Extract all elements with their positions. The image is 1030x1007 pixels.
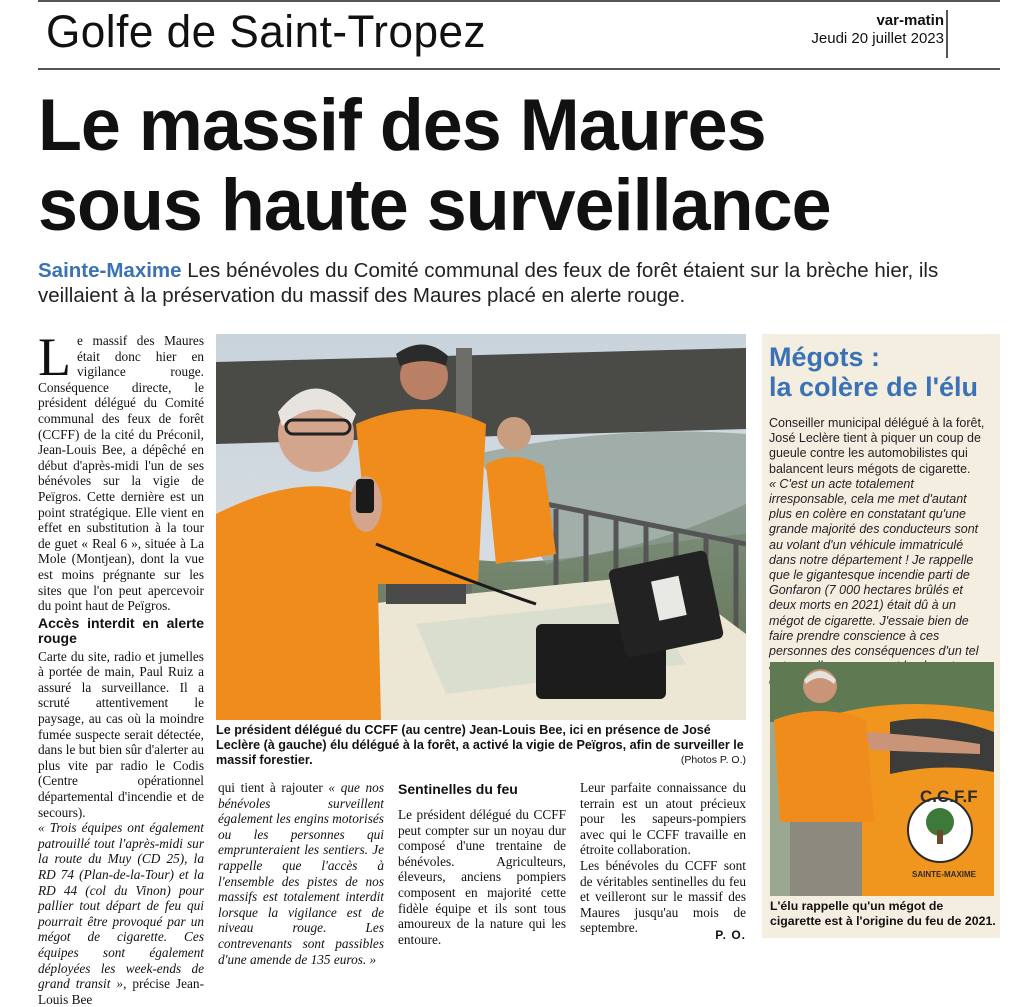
subhead-sentinelles: Sentinelles du feu [398,781,518,797]
column-4 [580,780,746,936]
sidebar-title-line-1: Mégots : [769,342,880,372]
lead-text: Les bénévoles du Comité communal des feux de forêt étaient sur la brèche hier, ils veillaient à la préservation du massif des Maures placé en alerte rouge. [38,259,939,307]
section-title: Golfe de Saint-Tropez [46,6,487,57]
sidebar-intro: Conseiller municipal délégué à la forêt, José Leclère tient à piquer un coup de gueule contre les automobilistes qui balancent leurs mégots de cigarette. [769,416,985,476]
date-divider [946,10,948,58]
publication-info [811,12,944,48]
elected-official-photo-illustration [770,662,994,896]
body-paragraph-5: Le président délégué du CCFF peut compter sur un noyau dur composé d'une trentaine de bénévoles. Agriculteurs, éleveurs, anciens pompiers composent en majorité cette fidèle équipe et ils sont tous amoureux de la nature qui les entoure. [398,807,566,947]
main-photo [216,334,746,720]
publication-date: Jeudi 20 juillet 2023 [811,30,944,47]
body-paragraph-3: « Trois équipes ont également patrouillé tout l'après-midi sur la route du Muy (CD 25), la RD 74 (Plan-de-la-Tour) et la RD 44 (col du Vinon) pour pallier tout départ de feu qui pourrait être provoqué par un mégot de cigarette. Ces équipes sont également déployées les week-ends de grand transit », précise Jean-Louis Bee [38,820,204,1007]
author-signature: P. O. [715,928,746,942]
top-rule [38,0,1000,2]
sidebar-box [762,334,1000,938]
lead-paragraph [38,258,988,308]
car-lettering: C.C.F.F [920,787,978,806]
headline [38,86,831,246]
lead-place: Sainte-Maxime [38,259,182,282]
header-bottom-rule [38,68,1000,70]
sidebar-text [769,416,993,690]
sidebar-title [769,342,997,402]
headline-line-1: Le massif des Maures [38,85,766,166]
body-paragraph-7: Les bénévoles du CCFF sont de véritables sentinelles du feu et veilleront sur le massif des Maures jusqu'au mois de septembre. [580,857,746,936]
body-paragraph-6: Leur parfaite connaissance du terrain est un atout précieux pour les sapeurs-pompiers avec qui le CCFF travaille en étroite collaboration. [580,780,746,858]
column-3 [398,780,566,947]
column-1 [38,327,204,1007]
headline-line-2: sous haute surveillance [38,165,831,246]
sidebar-photo-caption: L'élu rappelle qu'un mégot de cigarette est à l'origine du feu de 2021. [770,899,996,928]
column-2 [218,780,384,967]
sidebar-quote: « C'est un acte totalement irresponsable, cela me met d'autant plus en colère en constatant qu'une grande majorité des conducteurs sont au volant d'un véhicule immatriculé dans notre département ! Je rappelle que le gigantesque incendie parti de Gonfaron (7 000 hectares brûlés et deux morts en 2021) était dû à un mégot de cigarette. J'essaie bien de faire prendre conscience à ces personnes des conséquences d'un tel [769,476,979,659]
body-paragraph-2: Carte du site, radio et jumelles à portée de main, Paul Ruiz a assuré la surveillance. Il a scruté attentivement le paysage, au cas où la moindre fumée suspecte serait détectée, dans le but bien sûr d'alerter au plus vite par radio le Codis (Centre opérationnel départemental d'incendie et de secours). [38,648,204,820]
main-photo-caption: Le président délégué du CCFF (au centre) Jean-Louis Bee, ici en présence de José Leclère (à gauche) élu délégué à la forêt, a activé la vigie de Peïgros, afin de surveiller le massif forestier. [216,723,744,767]
body-paragraph-1: Le massif des Maures était donc hier en vigilance rouge. Conséquence directe, le président délégué du Comité communal des feux de forêt (CCFF) de la cité du Préconil, Jean-Louis Bee, a dépêché en début d'après-midi l'un de ses bénévoles sur la vigie de Peïgros. Cette dernière est un point stratégique. Elle vient en effet en substitution à la tour de guet « Real 6 », située à La Mole (Montjean), dont la vue est moins prégnante sur les sites que l'on peut apercevoir du point haut de Peïgros. [38,327,204,614]
sidebar-photo [770,662,994,896]
lookout-photo-illustration [216,334,746,720]
publication-name: var-matin [876,12,944,29]
subhead-acces-interdit: Accès interdit en alerte rouge [38,614,204,646]
main-photo-credit: (Photos P. O.) [680,754,746,766]
sidebar-title-line-2: la colère de l'élu [769,372,979,402]
body-paragraph-4: qui tient à rajouter « que nos bénévoles surveillent également les engins motorisés ou les personnes qui emprunteraient les sentiers. Je rappelle que l'accès à l'ensemble des pistes de nos massifs est totalement interdit lorsque la vigilance est de niveau rouge. Les contrevenants sont passibles d'une amende de 135 euros. » [218,780,385,967]
drop-cap: L [38,327,71,387]
car-town: SAINTE-MAXIME [912,870,976,879]
